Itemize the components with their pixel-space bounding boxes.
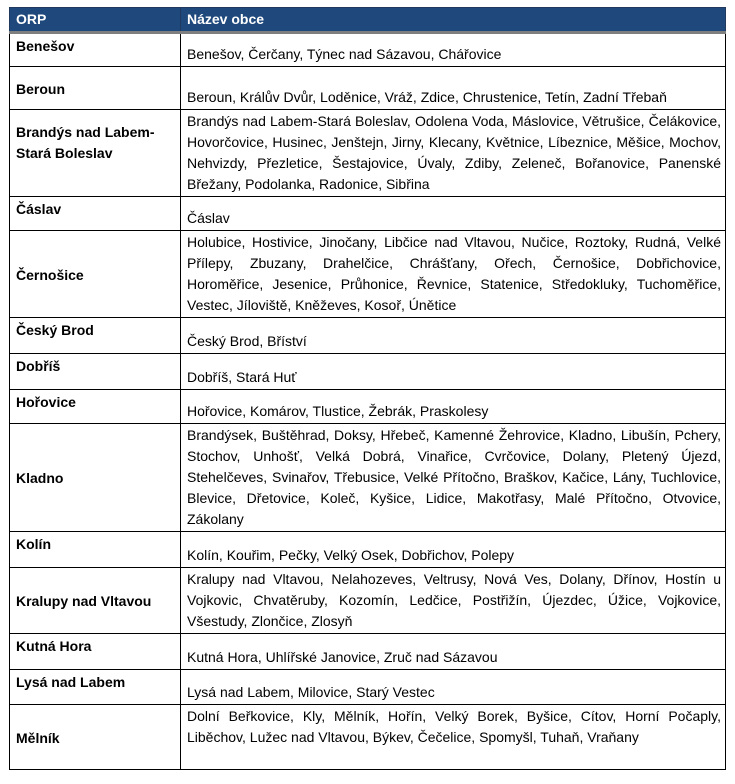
orp-cell: Brandýs nad Labem-Stará Boleslav <box>10 110 181 197</box>
orp-cell: Lysá nad Labem <box>10 670 181 705</box>
header-nazev-obce: Název obce <box>181 8 726 33</box>
orp-cell: Mělník <box>10 705 181 770</box>
table-row <box>10 67 726 110</box>
obce-cell: Český Brod, Bříství <box>181 318 726 354</box>
table-row <box>10 197 726 231</box>
orp-cell: Hořovice <box>10 390 181 424</box>
table-row <box>10 390 726 424</box>
obce-cell: Kutná Hora, Uhlířské Janovice, Zruč nad Sázavou <box>181 634 726 670</box>
header-orp: ORP <box>10 8 181 33</box>
table-row <box>10 568 726 634</box>
orp-cell: Kolín <box>10 532 181 568</box>
table-row <box>10 110 726 197</box>
table-row <box>10 231 726 318</box>
table-row <box>10 634 726 670</box>
table-row <box>10 532 726 568</box>
obce-cell: Brandýs nad Labem-Stará Boleslav, Odolena Voda, Máslovice, Větrušice, Čelákovice, Hovorčovice, Husinec, Jenštejn, Jirny, Klecany, Květnice, Líbeznice, Měšice, Mochov, Nehvizdy, Přezletice, Šestajovice, Úvaly, Zdiby, Zeleneč, Bořanovice, Panenské Břežany, Podolanka, Radonice, Sibřina <box>181 110 726 197</box>
orp-cell: Dobříš <box>10 354 181 390</box>
obce-cell: Kralupy nad Vltavou, Nelahozeves, Veltrusy, Nová Ves, Dolany, Dřínov, Hostín u Vojkovic, Chvatěruby, Kozomín, Ledčice, Postřižín, Újezdec, Úžice, Vojkovice, Všestudy, Zlončice, Zlosyň <box>181 568 726 634</box>
orp-cell: Beroun <box>10 67 181 110</box>
obce-cell: Lysá nad Labem, Milovice, Starý Vestec <box>181 670 726 705</box>
table-row <box>10 354 726 390</box>
table-row <box>10 424 726 532</box>
table-row <box>10 33 726 67</box>
obce-cell: Dobříš, Stará Huť <box>181 354 726 390</box>
table-row <box>10 318 726 354</box>
obce-cell: Hořovice, Komárov, Tlustice, Žebrák, Praskolesy <box>181 390 726 424</box>
obce-cell: Brandýsek, Buštěhrad, Doksy, Hřebeč, Kamenné Žehrovice, Kladno, Libušín, Pchery, Stochov, Unhošť, Velká Dobrá, Vinařice, Cvrčovice, Dolany, Pletený Újezd, Stehelčeves, Svinařov, Třebusice, Velké Přítočno, Braškov, Kačice, Lány, Tuchlovice, Blevice, Dřetovice, Koleč, Kyšice, Lidice, Makotřasy, Malé Přítočno, Otvovice, Zákolany <box>181 424 726 532</box>
obce-cell: Kolín, Kouřim, Pečky, Velký Osek, Dobřichov, Polepy <box>181 532 726 568</box>
header-row <box>10 8 726 33</box>
obce-cell: Beroun, Králův Dvůr, Loděnice, Vráž, Zdice, Chrustenice, Tetín, Zadní Třebaň <box>181 67 726 110</box>
orp-cell: Kutná Hora <box>10 634 181 670</box>
orp-cell: Kralupy nad Vltavou <box>10 568 181 634</box>
orp-cell: Český Brod <box>10 318 181 354</box>
orp-table <box>9 7 726 770</box>
obce-cell: Benešov, Čerčany, Týnec nad Sázavou, Chářovice <box>181 33 726 67</box>
obce-cell: Čáslav <box>181 197 726 231</box>
orp-cell: Benešov <box>10 33 181 67</box>
obce-cell: Holubice, Hostivice, Jinočany, Libčice nad Vltavou, Nučice, Roztoky, Rudná, Velké Přílepy, Zbuzany, Drahelčice, Chrášťany, Ořech, Černošice, Dobřichovice, Horoměřice, Jesenice, Průhonice, Řevnice, Statenice, Středokluky, Tuchoměřice, Vestec, Jíloviště, Kněževes, Kosoř, Únětice <box>181 231 726 318</box>
table-row <box>10 670 726 705</box>
obce-cell: Dolní Beřkovice, Kly, Mělník, Hořín, Velký Borek, Byšice, Cítov, Horní Počaply, Liběchov, Lužec nad Vltavou, Býkev, Čečelice, Spomyšl, Tuhaň, Vraňany <box>181 705 726 770</box>
orp-cell: Kladno <box>10 424 181 532</box>
table-row <box>10 705 726 770</box>
orp-cell: Čáslav <box>10 197 181 231</box>
orp-cell: Černošice <box>10 231 181 318</box>
